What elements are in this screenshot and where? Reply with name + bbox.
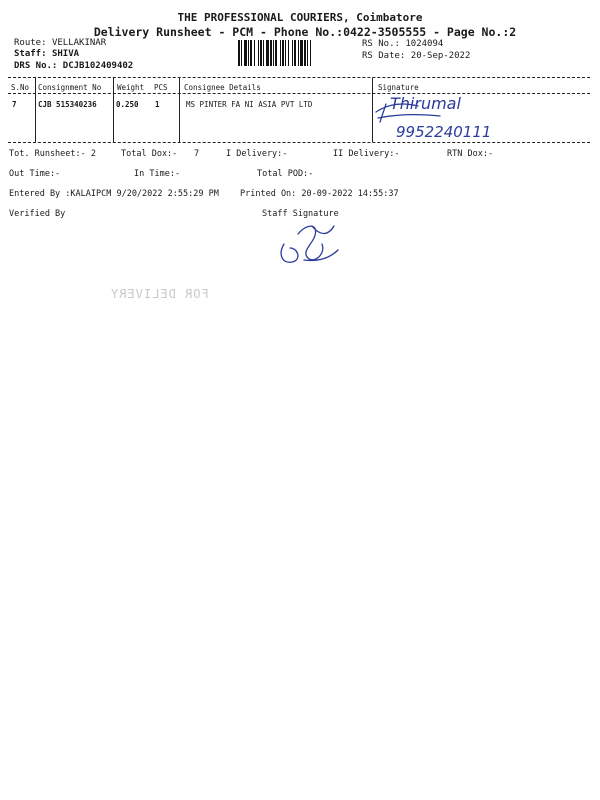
column-divider: [113, 78, 114, 142]
route-value: VELLAKINAR: [51, 38, 107, 48]
rs-no-label: RS No.:: [362, 39, 400, 49]
row-pcs: 1: [155, 100, 160, 109]
receiver-signature: [368, 92, 528, 142]
drs-line: [14, 61, 133, 71]
faded-delivery-stamp: FOR DELIVERY: [110, 287, 209, 301]
rs-date-value: 20-Sep-2022: [410, 51, 471, 61]
table-top-rule: [8, 77, 590, 78]
column-divider: [179, 78, 180, 142]
column-header-consignee: Consignee Details: [184, 83, 261, 92]
entered-by: Entered By :KALAIPCM 9/20/2022 2:55:29 PM: [9, 189, 219, 199]
column-divider: [35, 78, 36, 142]
staff-signature-label: Staff Signature: [262, 209, 339, 219]
column-header-sno: S.No: [11, 83, 30, 92]
row-consignment-no: CJB 515340236: [38, 100, 97, 109]
rs-no-line: [362, 39, 443, 49]
first-delivery: I Delivery:-: [226, 149, 288, 159]
staff-line: [14, 49, 79, 59]
total-dox-label: Total Dox:-: [121, 149, 178, 159]
rs-date-line: [362, 51, 470, 61]
printed-on: Printed On: 20-09-2022 14:55:37: [240, 189, 399, 199]
total-runsheet: Tot. Runsheet:- 2: [9, 149, 96, 159]
column-header-consignment: Consignment No: [38, 83, 102, 92]
runsheet-title: Delivery Runsheet - PCM - Phone No.:0422-3505555 - Page No.:2: [93, 25, 517, 39]
row-sno: 7: [12, 100, 17, 109]
staff-signature: [268, 214, 348, 274]
rtn-dox: RTN Dox:-: [447, 149, 494, 159]
barcode: [238, 40, 352, 66]
staff-label: Staff:: [14, 49, 47, 59]
column-header-weight: Weight: [117, 83, 145, 92]
table-bottom-rule: [8, 142, 590, 143]
company-title: THE PROFESSIONAL COURIERS, Coimbatore: [177, 11, 423, 24]
route-line: [14, 38, 106, 48]
rs-no-value: 1024094: [405, 39, 444, 49]
in-time: In Time:-: [134, 169, 181, 179]
rs-date-label: RS Date:: [362, 51, 406, 61]
verified-by: Verified By: [9, 209, 66, 219]
receiver-phone: 9952240111: [396, 123, 492, 141]
route-label: Route:: [14, 38, 47, 48]
column-header-signature: Signature: [378, 83, 419, 92]
staff-value: SHIVA: [51, 49, 80, 59]
total-pod: Total POD:-: [257, 169, 314, 179]
drs-label: DRS No.:: [14, 61, 58, 71]
receiver-signature-name: Thirumal: [390, 94, 461, 113]
row-consignee: MS PINTER FA NI ASIA PVT LTD: [186, 100, 313, 109]
total-dox-value: 7: [194, 149, 200, 159]
drs-value: DCJB102409402: [62, 61, 134, 71]
out-time: Out Time:-: [9, 169, 61, 179]
column-header-pcs: PCS: [154, 83, 168, 92]
second-delivery: II Delivery:-: [333, 149, 400, 159]
row-weight: 0.250: [116, 100, 139, 109]
